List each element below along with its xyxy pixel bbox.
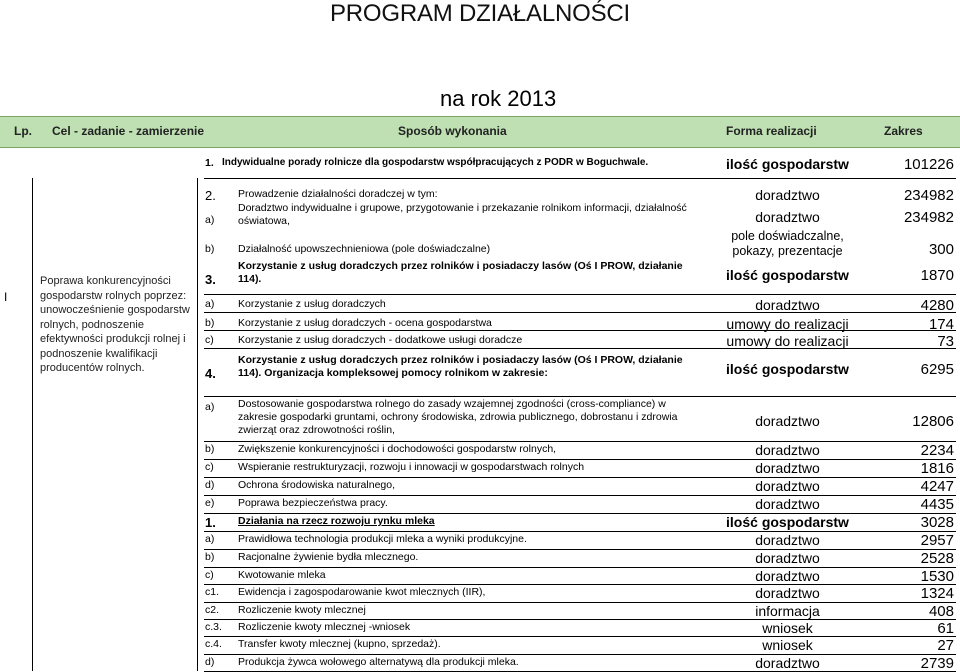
table-header bbox=[0, 116, 960, 148]
table-row bbox=[200, 604, 960, 620]
table-row bbox=[200, 298, 960, 314]
description-line: zwierząt oraz zdrowotności roślin, bbox=[238, 424, 395, 436]
header-scope: Zakres bbox=[884, 124, 923, 138]
row-index: c2. bbox=[205, 604, 220, 616]
row-value: 174 bbox=[928, 316, 954, 333]
row-description: Rozliczenie kwoty mlecznej -wniosek bbox=[238, 621, 411, 633]
header-goal: Cel - zadanie - zamierzenie bbox=[52, 124, 205, 138]
row-description: Prawidłowa technologia produkcji mleka a wyniki produkcyjne. bbox=[238, 533, 527, 545]
row-value: 1816 bbox=[920, 460, 954, 477]
row-description: Korzystanie z usług doradczych bbox=[238, 298, 386, 310]
row-index: b) bbox=[205, 443, 215, 455]
row-form: wniosek bbox=[762, 637, 813, 653]
row-value: 3028 bbox=[920, 514, 954, 531]
row-divider bbox=[204, 396, 956, 397]
row-form: doradztwo bbox=[755, 187, 820, 203]
row-form: ilość gospodarstw bbox=[726, 156, 849, 172]
row-description: Korzystanie z usług doradczych - ocena gospodarstwa bbox=[238, 317, 492, 329]
table-row bbox=[200, 334, 960, 350]
table-row bbox=[200, 479, 960, 495]
row-index: a) bbox=[205, 401, 215, 413]
row-form: doradztwo bbox=[755, 585, 820, 601]
row-form: doradztwo bbox=[755, 568, 820, 584]
row-value: 2957 bbox=[920, 532, 954, 549]
form-line: pole doświadczalne, bbox=[731, 229, 844, 243]
row-index: d) bbox=[205, 656, 215, 668]
row-index: c) bbox=[205, 569, 214, 581]
row-divider bbox=[204, 294, 956, 295]
section-lp: I bbox=[4, 290, 8, 304]
table-row bbox=[200, 157, 960, 173]
row-form: ilość gospodarstw bbox=[726, 514, 849, 530]
row-value: 4435 bbox=[920, 496, 954, 513]
row-description: Produkcja żywca wołowego alternatywą dla produkcji mleka. bbox=[238, 656, 519, 668]
table-row bbox=[200, 317, 960, 333]
section-goal: Poprawa konkurencyjności gospodarstw rolnych poprzez: unowocześnienie gospodarstw rolnych, podnoszenie efektywności produkcji rolnej i podnoszenie kwalifikacji producentów rolnych. bbox=[40, 275, 190, 374]
row-index: 2. bbox=[205, 188, 216, 203]
row-value: 12806 bbox=[912, 413, 954, 430]
row-form: doradztwo bbox=[755, 442, 820, 458]
row-value: 4247 bbox=[920, 478, 954, 495]
column-border bbox=[197, 178, 198, 671]
row-value: 2528 bbox=[920, 550, 954, 567]
row-value: 1530 bbox=[920, 568, 954, 585]
row-value: 27 bbox=[937, 637, 954, 654]
row-index: 4. bbox=[205, 366, 216, 381]
row-index: c) bbox=[205, 461, 214, 473]
row-form: ilość gospodarstw bbox=[726, 267, 849, 283]
row-value: 73 bbox=[937, 333, 954, 350]
row-value: 234982 bbox=[903, 209, 954, 226]
row-description: Zwiększenie konkurencyjności i dochodowości gospodarstw rolnych, bbox=[238, 443, 557, 455]
row-description: Poprawa bezpieczeństwa pracy. bbox=[238, 497, 388, 509]
row-value: 234982 bbox=[903, 187, 954, 204]
row-description bbox=[238, 260, 683, 286]
row-value: 4280 bbox=[920, 297, 954, 314]
form-line: pokazy, prezentacje bbox=[732, 244, 843, 258]
row-index: e) bbox=[205, 497, 215, 509]
page-subtitle: na rok 2013 bbox=[440, 86, 557, 111]
header-method: Sposób wykonania bbox=[398, 124, 507, 138]
row-value: 61 bbox=[937, 620, 954, 637]
row-index: c.3. bbox=[205, 621, 222, 633]
description-line: Doradztwo indywidualne i grupowe, przygotowanie i przekazanie rolnikom informacji, działalność bbox=[238, 202, 687, 214]
table-row bbox=[200, 533, 960, 549]
table-row bbox=[200, 586, 960, 602]
table-row bbox=[200, 656, 960, 672]
row-description: Działalność upowszechnieniowa (pole doświadczalne) bbox=[238, 243, 491, 255]
row-form: wniosek bbox=[762, 620, 813, 636]
row-description: Ewidencja i zagospodarowanie kwot mlecznych (IIR), bbox=[238, 586, 486, 598]
row-index: d) bbox=[205, 479, 215, 491]
row-form: doradztwo bbox=[755, 413, 820, 429]
description-line: 114). Organizacja kompleksowej pomocy rolnikom w zakresie: bbox=[238, 367, 548, 379]
row-index: a) bbox=[205, 533, 215, 545]
row-description: Transfer kwoty mlecznej (kupno, sprzedaż). bbox=[238, 638, 441, 650]
row-index: c) bbox=[205, 334, 214, 346]
row-index: 1. bbox=[205, 515, 216, 530]
row-form: doradztwo bbox=[755, 460, 820, 476]
table-row bbox=[200, 515, 960, 531]
table-row bbox=[200, 621, 960, 637]
row-value: 408 bbox=[928, 603, 954, 620]
table-row bbox=[200, 461, 960, 477]
column-border bbox=[32, 178, 33, 671]
description-line: Korzystanie z usług doradczych przez rolników i posiadaczy lasów (Oś I PROW, działanie bbox=[238, 260, 683, 272]
row-form: umowy do realizacji bbox=[726, 333, 849, 349]
row-form: doradztwo bbox=[755, 297, 820, 313]
row-description: Kwotowanie mleka bbox=[238, 569, 326, 581]
row-index: c1. bbox=[205, 586, 220, 598]
table-row bbox=[200, 260, 960, 287]
table-row bbox=[200, 398, 960, 436]
description-line: zakresie gospodarki gruntami, ochrony środowiska, zdrowia publicznego, dobrostanu i zdrowia bbox=[238, 411, 678, 423]
row-description bbox=[238, 398, 677, 437]
row-description: Indywidualne porady rolnicze dla gospodarstw współpracujących z PODR w Boguchwale. bbox=[222, 157, 649, 168]
description-line: 114). bbox=[238, 273, 262, 285]
row-value: 2739 bbox=[920, 655, 954, 672]
row-index: b) bbox=[205, 551, 215, 563]
row-index: c.4. bbox=[205, 638, 222, 650]
row-form: umowy do realizacji bbox=[726, 316, 849, 332]
table-row bbox=[200, 229, 960, 259]
table-row bbox=[200, 551, 960, 567]
row-description: Racjonalne żywienie bydła mlecznego. bbox=[238, 551, 419, 563]
header-form: Forma realizacji bbox=[726, 124, 817, 138]
row-value: 300 bbox=[928, 241, 954, 258]
row-index: 3. bbox=[205, 272, 216, 287]
table-row bbox=[200, 443, 960, 459]
row-description: Działania na rzecz rozwoju rynku mleka bbox=[238, 515, 435, 527]
page-title: PROGRAM DZIAŁALNOŚCI bbox=[329, 0, 631, 27]
row-description bbox=[238, 354, 683, 380]
row-index: b) bbox=[205, 317, 215, 329]
row-form: doradztwo bbox=[755, 478, 820, 494]
row-form: doradztwo bbox=[755, 532, 820, 548]
row-form: informacja bbox=[755, 603, 820, 619]
row-value: 6295 bbox=[920, 361, 954, 378]
row-value: 101226 bbox=[903, 156, 954, 173]
row-description: Rozliczenie kwoty mlecznej bbox=[238, 604, 366, 616]
row-description: Korzystanie z usług doradczych - dodatkowe usługi doradcze bbox=[238, 334, 523, 346]
table-row bbox=[200, 638, 960, 654]
table-row bbox=[200, 569, 960, 585]
table-row bbox=[200, 202, 960, 227]
row-index: b) bbox=[205, 243, 215, 255]
row-form: doradztwo bbox=[755, 550, 820, 566]
description-line: oświatowa, bbox=[238, 215, 290, 227]
row-description: Prowadzenie działalności doradczej w tym: bbox=[238, 188, 438, 200]
header-lp: Lp. bbox=[14, 124, 32, 138]
row-value: 1870 bbox=[920, 267, 954, 284]
description-line: Dostosowanie gospodarstwa rolnego do zasady wzajemnej zgodności (cross-compliance) w bbox=[238, 398, 666, 410]
row-description: Wspieranie restrukturyzacji, rozwoju i innowacji w gospodarstwach rolnych bbox=[238, 461, 585, 473]
row-form: ilość gospodarstw bbox=[726, 361, 849, 377]
table-row bbox=[200, 497, 960, 513]
row-index: a) bbox=[205, 214, 215, 226]
row-divider bbox=[204, 178, 956, 179]
row-form: doradztwo bbox=[755, 496, 820, 512]
row-form bbox=[715, 229, 860, 259]
row-index: a) bbox=[205, 298, 215, 310]
description-line: Korzystanie z usług doradczych przez rolników i posiadaczy lasów (Oś I PROW, działanie bbox=[238, 354, 683, 366]
row-index: 1. bbox=[205, 157, 214, 169]
row-description bbox=[238, 202, 687, 228]
row-form: doradztwo bbox=[755, 655, 820, 671]
table-row bbox=[200, 354, 960, 381]
row-value: 1324 bbox=[920, 585, 954, 602]
row-description: Ochrona środowiska naturalnego, bbox=[238, 479, 396, 491]
row-value: 2234 bbox=[920, 442, 954, 459]
row-form: doradztwo bbox=[755, 209, 820, 225]
